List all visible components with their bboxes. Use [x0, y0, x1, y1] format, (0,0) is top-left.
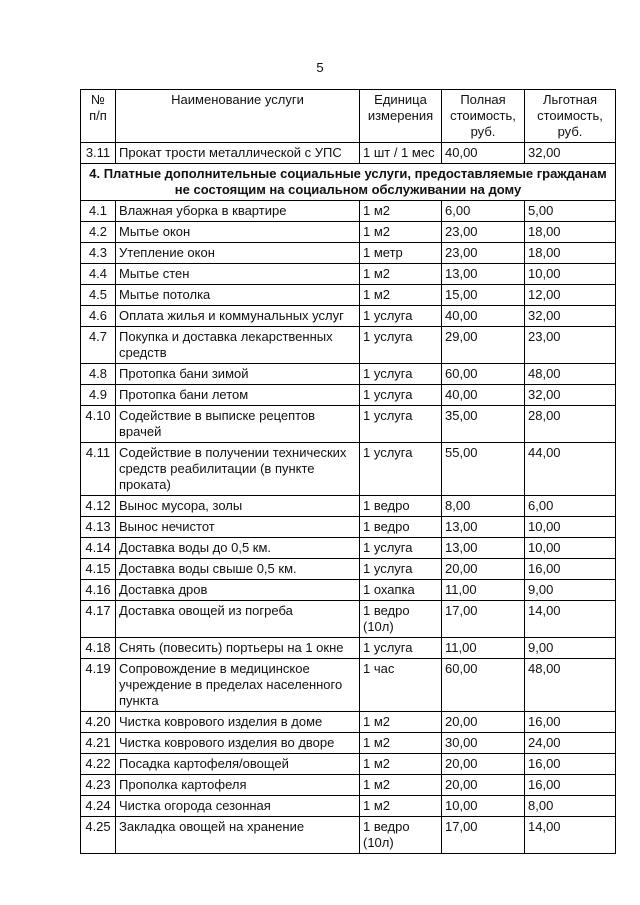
header-service-name	[116, 90, 360, 143]
cell-full-price: 23,00	[442, 222, 525, 243]
cell-full-price: 11,00	[442, 638, 525, 659]
table-row	[81, 712, 616, 733]
cell-full-price: 60,00	[442, 659, 525, 712]
cell-discount-price: 14,00	[525, 601, 616, 638]
cell-discount-price: 8,00	[525, 796, 616, 817]
cell-number: 4.25	[81, 817, 116, 854]
cell-discount-price: 10,00	[525, 264, 616, 285]
cell-service-name: Содействие в получении технических средств реабилитации (в пункте проката)	[116, 443, 360, 496]
cell-full-price: 20,00	[442, 559, 525, 580]
table-row	[81, 659, 616, 712]
cell-number: 4.17	[81, 601, 116, 638]
cell-discount-price: 10,00	[525, 538, 616, 559]
cell-service-name: Закладка овощей на хранение	[116, 817, 360, 854]
header-number	[81, 90, 116, 143]
table-row	[81, 264, 616, 285]
cell-service-name: Посадка картофеля/овощей	[116, 754, 360, 775]
cell-discount-price: 48,00	[525, 364, 616, 385]
cell-discount-price: 44,00	[525, 443, 616, 496]
cell-service-name: Утепление окон	[116, 243, 360, 264]
cell-discount-price: 23,00	[525, 327, 616, 364]
header-discount-price-text: Льготная стоимость, руб.	[537, 92, 603, 139]
cell-unit: 1 услуга	[360, 406, 442, 443]
cell-discount-price: 18,00	[525, 243, 616, 264]
table-row	[81, 733, 616, 754]
cell-unit: 1 услуга	[360, 306, 442, 327]
cell-full-price: 17,00	[442, 601, 525, 638]
table-row	[81, 638, 616, 659]
table-row	[81, 601, 616, 638]
table-row	[81, 496, 616, 517]
cell-unit: 1 м2	[360, 201, 442, 222]
cell-discount-price: 9,00	[525, 580, 616, 601]
cell-full-price: 55,00	[442, 443, 525, 496]
cell-service-name: Оплата жилья и коммунальных услуг	[116, 306, 360, 327]
cell-number: 4.9	[81, 385, 116, 406]
cell-discount-price: 16,00	[525, 775, 616, 796]
table-row	[81, 817, 616, 854]
table-row	[81, 364, 616, 385]
cell-discount-price: 18,00	[525, 222, 616, 243]
cell-full-price: 20,00	[442, 712, 525, 733]
cell-service-name: Влажная уборка в квартире	[116, 201, 360, 222]
cell-full-price: 17,00	[442, 817, 525, 854]
cell-unit: 1 шт / 1 мес	[360, 143, 442, 164]
services-price-table	[80, 89, 616, 854]
table-row	[81, 222, 616, 243]
table-row	[81, 580, 616, 601]
cell-number: 4.4	[81, 264, 116, 285]
table-row	[81, 201, 616, 222]
cell-service-name: Чистка коврового изделия в доме	[116, 712, 360, 733]
cell-unit: 1 м2	[360, 796, 442, 817]
cell-unit: 1 м2	[360, 775, 442, 796]
cell-full-price: 40,00	[442, 385, 525, 406]
cell-full-price: 13,00	[442, 264, 525, 285]
cell-unit: 1 м2	[360, 754, 442, 775]
cell-discount-price: 12,00	[525, 285, 616, 306]
page-number: 5	[316, 60, 324, 75]
cell-unit: 1 м2	[360, 285, 442, 306]
cell-service-name: Мытье окон	[116, 222, 360, 243]
cell-unit: 1 час	[360, 659, 442, 712]
cell-discount-price: 24,00	[525, 733, 616, 754]
cell-service-name: Доставка воды до 0,5 км.	[116, 538, 360, 559]
cell-service-name: Чистка коврового изделия во дворе	[116, 733, 360, 754]
cell-full-price: 15,00	[442, 285, 525, 306]
cell-discount-price: 10,00	[525, 517, 616, 538]
cell-service-name: Покупка и доставка лекарственных средств	[116, 327, 360, 364]
cell-number: 4.18	[81, 638, 116, 659]
cell-number: 4.15	[81, 559, 116, 580]
cell-unit: 1 услуга	[360, 638, 442, 659]
cell-number: 4.5	[81, 285, 116, 306]
header-unit-text: Единица измерения	[367, 92, 434, 123]
cell-number: 4.19	[81, 659, 116, 712]
table-body-section-4	[81, 201, 616, 854]
table-row	[81, 517, 616, 538]
cell-full-price: 60,00	[442, 364, 525, 385]
cell-unit: 1 метр	[360, 243, 442, 264]
cell-full-price: 23,00	[442, 243, 525, 264]
cell-number: 4.12	[81, 496, 116, 517]
cell-service-name: Прокат трости металлической с УПС	[116, 143, 360, 164]
table-row	[81, 243, 616, 264]
table-row	[81, 285, 616, 306]
cell-discount-price: 9,00	[525, 638, 616, 659]
cell-discount-price: 32,00	[525, 143, 616, 164]
cell-service-name: Протопка бани зимой	[116, 364, 360, 385]
cell-number: 4.1	[81, 201, 116, 222]
cell-discount-price: 5,00	[525, 201, 616, 222]
cell-number: 4.11	[81, 443, 116, 496]
cell-discount-price: 14,00	[525, 817, 616, 854]
cell-full-price: 11,00	[442, 580, 525, 601]
cell-unit: 1 охапка	[360, 580, 442, 601]
section-title-row	[81, 164, 616, 201]
header-full-price-text: Полная стоимость, руб.	[450, 92, 516, 139]
cell-discount-price: 16,00	[525, 712, 616, 733]
cell-full-price: 29,00	[442, 327, 525, 364]
table-row	[81, 143, 616, 164]
cell-discount-price: 6,00	[525, 496, 616, 517]
cell-unit: 1 ведро (10л)	[360, 601, 442, 638]
table-row	[81, 327, 616, 364]
cell-discount-price: 28,00	[525, 406, 616, 443]
cell-unit: 1 услуга	[360, 443, 442, 496]
table-row	[81, 538, 616, 559]
header-number-text: № п/п	[89, 92, 107, 123]
cell-service-name: Чистка огорода сезонная	[116, 796, 360, 817]
cell-unit: 1 м2	[360, 222, 442, 243]
table-row	[81, 559, 616, 580]
cell-number: 4.3	[81, 243, 116, 264]
table-row	[81, 796, 616, 817]
cell-full-price: 10,00	[442, 796, 525, 817]
cell-number: 4.10	[81, 406, 116, 443]
section-title: 4. Платные дополнительные социальные услуги, предоставляемые гражданам не состоящим на социальном обслуживании на дому	[81, 164, 616, 201]
cell-full-price: 35,00	[442, 406, 525, 443]
cell-unit: 1 услуга	[360, 559, 442, 580]
cell-service-name: Доставка воды свыше 0,5 км.	[116, 559, 360, 580]
cell-service-name: Сопровождение в медицинское учреждение в пределах населенного пункта	[116, 659, 360, 712]
header-service-name-text: Наименование услуги	[171, 92, 304, 107]
cell-full-price: 13,00	[442, 517, 525, 538]
table-body-section-3	[81, 143, 616, 164]
table-header-row	[81, 90, 616, 143]
cell-number: 4.23	[81, 775, 116, 796]
header-discount-price	[525, 90, 616, 143]
cell-service-name: Мытье потолка	[116, 285, 360, 306]
cell-number: 4.16	[81, 580, 116, 601]
cell-service-name: Вынос нечистот	[116, 517, 360, 538]
table-row	[81, 385, 616, 406]
cell-full-price: 20,00	[442, 775, 525, 796]
cell-number: 4.14	[81, 538, 116, 559]
cell-unit: 1 услуга	[360, 327, 442, 364]
cell-full-price: 20,00	[442, 754, 525, 775]
cell-full-price: 40,00	[442, 306, 525, 327]
table-row	[81, 754, 616, 775]
cell-unit: 1 м2	[360, 712, 442, 733]
cell-service-name: Мытье стен	[116, 264, 360, 285]
cell-number: 4.2	[81, 222, 116, 243]
table-row	[81, 775, 616, 796]
cell-service-name: Прополка картофеля	[116, 775, 360, 796]
cell-service-name: Вынос мусора, золы	[116, 496, 360, 517]
cell-unit: 1 м2	[360, 733, 442, 754]
cell-unit: 1 услуга	[360, 364, 442, 385]
cell-service-name: Доставка дров	[116, 580, 360, 601]
cell-unit: 1 ведро (10л)	[360, 817, 442, 854]
cell-service-name: Снять (повесить) портьеры на 1 окне	[116, 638, 360, 659]
table-row	[81, 306, 616, 327]
table-row	[81, 443, 616, 496]
table-body-section-title	[81, 164, 616, 201]
cell-full-price: 40,00	[442, 143, 525, 164]
cell-unit: 1 ведро	[360, 517, 442, 538]
cell-discount-price: 48,00	[525, 659, 616, 712]
cell-service-name: Доставка овощей из погреба	[116, 601, 360, 638]
cell-full-price: 13,00	[442, 538, 525, 559]
cell-number: 4.7	[81, 327, 116, 364]
cell-service-name: Протопка бани летом	[116, 385, 360, 406]
cell-unit: 1 услуга	[360, 385, 442, 406]
cell-unit: 1 м2	[360, 264, 442, 285]
table-row	[81, 406, 616, 443]
cell-number: 4.13	[81, 517, 116, 538]
cell-full-price: 30,00	[442, 733, 525, 754]
cell-full-price: 8,00	[442, 496, 525, 517]
cell-discount-price: 32,00	[525, 306, 616, 327]
cell-discount-price: 16,00	[525, 559, 616, 580]
header-unit	[360, 90, 442, 143]
cell-number: 4.8	[81, 364, 116, 385]
cell-service-name: Содействие в выписке рецептов врачей	[116, 406, 360, 443]
cell-number: 4.22	[81, 754, 116, 775]
cell-number: 4.24	[81, 796, 116, 817]
cell-discount-price: 16,00	[525, 754, 616, 775]
cell-number: 4.21	[81, 733, 116, 754]
cell-discount-price: 32,00	[525, 385, 616, 406]
cell-full-price: 6,00	[442, 201, 525, 222]
cell-number: 4.20	[81, 712, 116, 733]
cell-number: 3.11	[81, 143, 116, 164]
cell-unit: 1 ведро	[360, 496, 442, 517]
header-full-price	[442, 90, 525, 143]
cell-number: 4.6	[81, 306, 116, 327]
cell-unit: 1 услуга	[360, 538, 442, 559]
